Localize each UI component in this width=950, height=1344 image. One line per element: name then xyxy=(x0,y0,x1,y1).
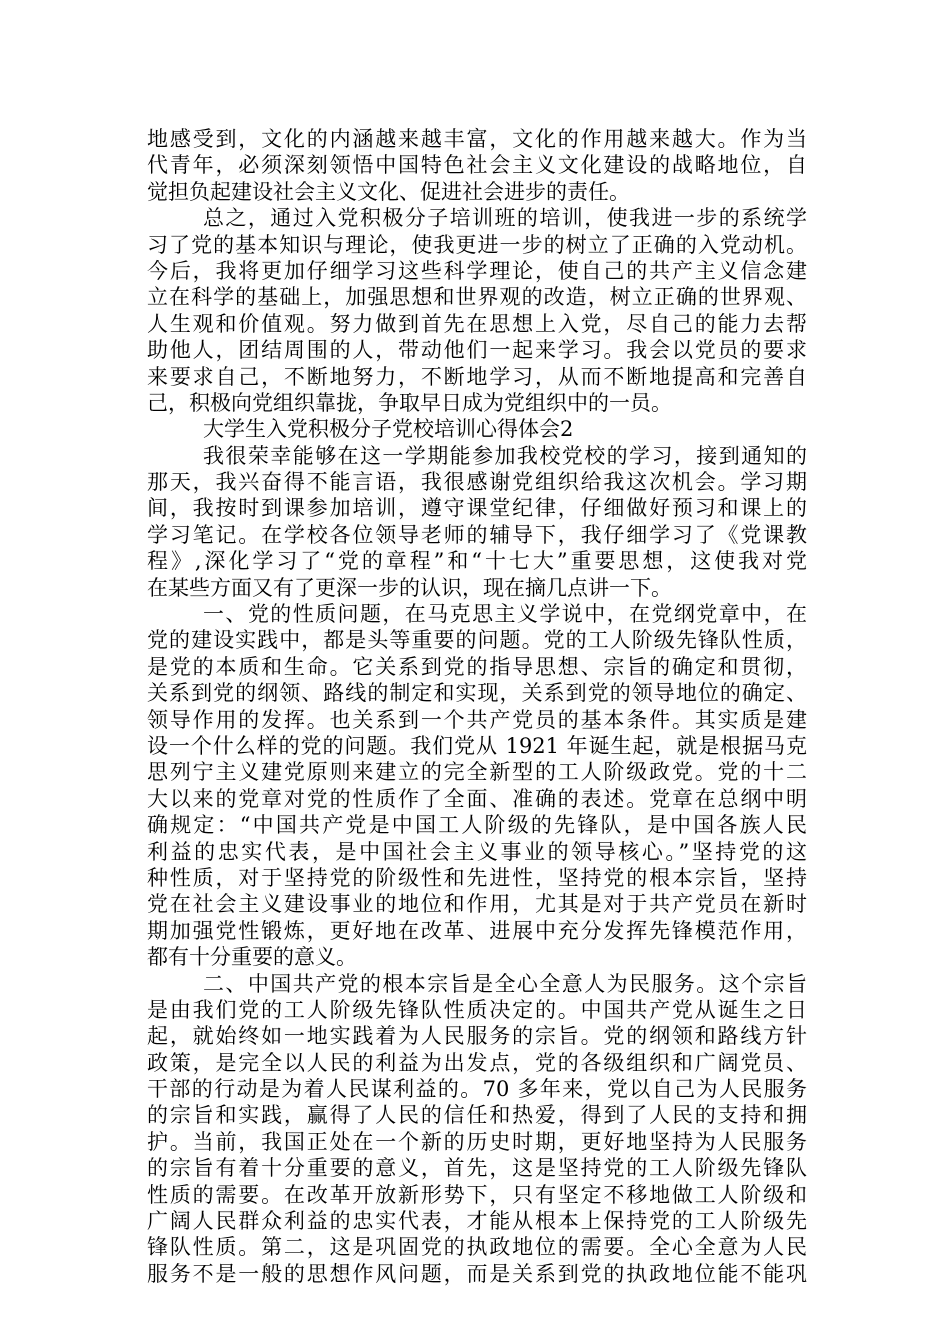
text-line: 二、中国共产党的根本宗旨是全心全意人为民服务。这个宗旨 xyxy=(203,971,807,996)
text-line: 我很荣幸能够在这一学期能参加我校党校的学习，接到通知的 xyxy=(203,443,807,468)
text-line: 是党的本质和生命。它关系到党的指导思想、宗旨的确定和贯彻， xyxy=(147,654,807,679)
text-line: 学习笔记。在学校各位领导老师的辅导下，我仔细学习了《党课教 xyxy=(147,522,807,547)
text-line: 的宗旨有着十分重要的意义，首先，这是坚持党的工人阶级先锋队 xyxy=(147,1156,807,1181)
text-line: 来要求自己，不断地努力，不断地学习，从而不断地提高和完善自 xyxy=(147,364,807,389)
text-line: 的宗旨和实践，赢得了人民的信任和热爱，得到了人民的支持和拥 xyxy=(147,1103,807,1128)
text-line: 干部的行动是为着人民谋利益的。70 多年来，党以自己为人民服务 xyxy=(147,1077,807,1102)
text-line: 习了党的基本知识与理论，使我更进一步的树立了正确的入党动机。 xyxy=(147,232,807,257)
text-line: 人生观和价值观。努力做到首先在思想上入党，尽自己的能力去帮 xyxy=(147,311,807,336)
text-line: 政策，是完全以人民的利益为出发点，党的各级组织和广阔党员、 xyxy=(147,1050,807,1075)
text-line: 种性质，对于坚持党的阶级性和先进性，坚持党的根本宗旨，坚持 xyxy=(147,865,807,890)
text-line: 设一个什么样的党的问题。我们党从 1921 年诞生起，就是根据马克 xyxy=(147,733,807,758)
text-line: 程》,深化学习了“党的章程”和“十七大”重要思想，这使我对党 xyxy=(147,549,807,574)
text-line: 领导作用的发挥。也关系到一个共产党员的基本条件。其实质是建 xyxy=(147,707,807,732)
text-line: 助他人，团结周围的人，带动他们一起来学习。我会以党员的要求 xyxy=(147,338,807,363)
text-line: 党的建设实践中，都是头等重要的问题。党的工人阶级先锋队性质， xyxy=(147,628,807,653)
text-line: 性质的需要。在改革开放新形势下，只有坚定不移地做工人阶级和 xyxy=(147,1182,807,1207)
text-line: 期加强党性锻炼，更好地在改革、进展中充分发挥先锋模范作用， xyxy=(147,918,807,943)
text-line: 间，我按时到课参加培训，遵守课堂纪律，仔细做好预习和课上的 xyxy=(147,496,807,521)
text-line: 利益的忠实代表，是中国社会主义事业的领导核心。”坚持党的这 xyxy=(147,839,807,864)
text-line: 党在社会主义建设事业的地位和作用，尤其是对于共产党员在新时 xyxy=(147,892,807,917)
text-line: 大以来的党章对党的性质作了全面、准确的表述。党章在总纲中明 xyxy=(147,786,807,811)
text-line: 今后，我将更加仔细学习这些科学理论，使自己的共产主义信念建 xyxy=(147,258,807,283)
text-line: 代青年，必须深刻领悟中国特色社会主义文化建设的战略地位，自 xyxy=(147,153,807,178)
text-line: 锋队性质。第二，这是巩固党的执政地位的需要。全心全意为人民 xyxy=(147,1235,807,1260)
text-line: 思列宁主义建党原则来建立的完全新型的工人阶级政党。党的十二 xyxy=(147,760,807,785)
text-line: 服务不是一般的思想作风问题，而是关系到党的执政地位能不能巩 xyxy=(147,1261,807,1286)
text-line: 起，就始终如一地实践着为人民服务的宗旨。党的纲领和路线方针 xyxy=(147,1024,807,1049)
text-line: 己，积极向党组织靠拢，争取早日成为党组织中的一员。 xyxy=(147,390,672,415)
text-line: 立在科学的基础上，加强思想和世界观的改造，树立正确的世界观、 xyxy=(147,285,807,310)
text-line: 广阔人民群众利益的忠实代表，才能从根本上保持党的工人阶级先 xyxy=(147,1209,807,1234)
text-line: 关系到党的纲领、路线的制定和实现，关系到党的领导地位的确定、 xyxy=(147,681,807,706)
text-line: 地感受到，文化的内涵越来越丰富，文化的作用越来越大。作为当 xyxy=(147,127,807,151)
text-line: 是由我们党的工人阶级先锋队性质决定的。中国共产党从诞生之日 xyxy=(147,997,807,1022)
text-line: 大学生入党积极分子党校培训心得体会2 xyxy=(203,417,574,442)
text-line: 觉担负起建设社会主义文化、促进社会进步的责任。 xyxy=(147,179,630,204)
text-line: 一、党的性质问题，在马克思主义学说中，在党纲党章中，在 xyxy=(203,602,807,627)
text-line: 护。当前，我国正处在一个新的历史时期，更好地坚持为人民服务 xyxy=(147,1129,807,1154)
text-line: 那天，我兴奋得不能言语，我很感谢党组织给我这次机会。学习期 xyxy=(147,470,807,495)
text-line: 在某些方面又有了更深一步的认识，现在摘几点讲一下。 xyxy=(147,575,672,600)
text-line: 都有十分重要的意义。 xyxy=(147,945,357,970)
document-page xyxy=(147,126,807,1287)
text-line: 确规定：“中国共产党是中国工人阶级的先锋队，是中国各族人民 xyxy=(147,813,807,838)
text-line: 总之，通过入党积极分子培训班的培训，使我进一步的系统学 xyxy=(203,206,807,231)
